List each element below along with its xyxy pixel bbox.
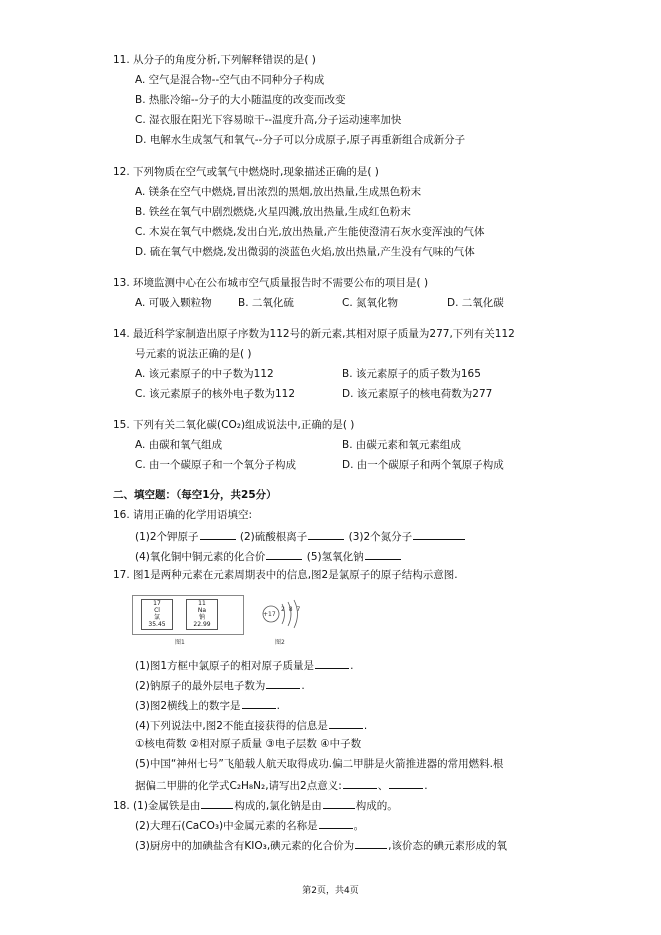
- q16-blank3[interactable]: [413, 528, 465, 540]
- q15-option-d: D. 由一个碳原子和两个氧原子构成: [342, 459, 504, 471]
- q15-option-a: A. 由碳和氧气组成: [135, 439, 223, 451]
- q15-option-b: B. 由碳元素和氧元素组成: [342, 439, 461, 451]
- q17-blank5[interactable]: [343, 777, 377, 789]
- q17-blank1[interactable]: [315, 657, 349, 669]
- q14-stem-line1: 14. 最近科学家制造出原子序数为112号的新元素,其相对原子质量为277,下列有关112: [113, 328, 515, 340]
- q17-sub2-text: (2)钠原子的最外层电子数为: [135, 680, 266, 692]
- chlorine-mass: 35.45: [148, 621, 166, 628]
- q17-blank3[interactable]: [242, 697, 276, 709]
- q13-option-a: A. 可吸入颗粒物: [135, 297, 212, 309]
- q18-sub3: [135, 837, 507, 853]
- q13-option-c: C. 氮氧化物: [342, 297, 399, 309]
- q12-option-c: C. 木炭在氧气中燃烧,发出白光,放出热量,产生能使澄清石灰水变浑浊的气体: [135, 226, 485, 238]
- q17-stem: 17. 图1是两种元素在元素周期表中的信息,图2是氯原子的原子结构示意图.: [113, 569, 458, 581]
- q12-stem: 12. 下列物质在空气或氧气中燃烧时,现象描述正确的是( ): [113, 166, 379, 178]
- q17-sub4-period: .: [363, 720, 368, 732]
- q18-sub1-text-b: 构成的,氯化钠是由: [234, 800, 322, 812]
- figure1-caption: 图1: [175, 639, 185, 646]
- q17-blank4[interactable]: [329, 717, 363, 729]
- q18-sub1-text-c: 构成的。: [355, 800, 398, 812]
- q18-sub1: [113, 797, 398, 813]
- q16-stem: 16. 请用正确的化学用语填空:: [113, 509, 253, 521]
- q12-option-d: D. 硫在氧气中燃烧,发出微弱的淡蓝色火焰,放出热量,产生没有气味的气体: [135, 246, 475, 258]
- q18-sub1-text-a: 18. (1)金属铁是由: [113, 800, 201, 812]
- q16-part5: (5)氢氧化钠: [306, 551, 364, 563]
- q17-sub3: [135, 697, 280, 713]
- q18-blank1[interactable]: [201, 797, 233, 809]
- q18-sub3-text: (3)厨房中的加碘盐含有KIO₃,碘元素的化合价为: [135, 840, 355, 852]
- q16-part1: (1)2个钾原子: [135, 531, 199, 543]
- q11-stem: 11. 从分子的角度分析,下列解释错误的是( ): [113, 54, 316, 66]
- q17-sub4: [135, 717, 367, 733]
- q17-sub1-text: (1)图1方框中氯原子的相对原子质量是: [135, 660, 315, 672]
- nucleus-charge: +17: [263, 611, 276, 618]
- q16-blank4[interactable]: [266, 548, 302, 560]
- q17-sub1: [135, 657, 353, 673]
- shell-electrons: 2 8 7: [281, 606, 302, 613]
- q16-part3: (3)2个氮分子: [348, 531, 413, 543]
- sodium-name: 钠: [198, 614, 205, 621]
- q17-sub5-line1: (5)中国“神州七号”飞船载人航天取得成功.偏二甲肼是火箭推进器的常用燃料.根: [135, 758, 504, 770]
- q17-sub3-period: .: [276, 700, 280, 712]
- chlorine-symbol: Cl: [154, 607, 160, 614]
- q17-sub3-text: (3)图2横线上的数字是: [135, 700, 241, 712]
- q11-option-c: C. 湿衣服在阳光下容易晾干--温度升高,分子运动速率加快: [135, 114, 402, 126]
- q16-part2: (2)硫酸根离子: [239, 531, 308, 543]
- q14-stem-line2: 号元素的说法正确的是( ): [135, 348, 252, 360]
- q17-blank6[interactable]: [389, 777, 423, 789]
- sodium-number: 11: [198, 600, 206, 607]
- sodium-cell: [186, 599, 218, 630]
- q17-sub1-period: .: [350, 660, 354, 672]
- chlorine-cell: [141, 599, 173, 630]
- q11-option-a: A. 空气是混合物--空气由不同种分子构成: [135, 74, 325, 86]
- q11-option-b: B. 热胀冷缩--分子的大小随温度的改变而改变: [135, 94, 346, 106]
- q12-option-b: B. 铁丝在氧气中剧烈燃烧,火星四溅,放出热量,生成红色粉末: [135, 206, 411, 218]
- q15-option-c: C. 由一个碳原子和一个氧分子构成: [135, 459, 297, 471]
- q16-blank2[interactable]: [308, 528, 344, 540]
- q17-sub2-period: .: [301, 680, 305, 692]
- q16-blank5[interactable]: [365, 548, 401, 560]
- q18-sub2-text: (2)大理石(CaCO₃)中金属元素的名称是: [135, 820, 318, 832]
- q18-blank3[interactable]: [319, 817, 353, 829]
- q18-sub2-end: 。: [353, 820, 365, 832]
- q11-option-d: D. 电解水生成氢气和氧气--分子可以分成原子,原子再重新组合成新分子: [135, 134, 466, 146]
- q17-sub5-line2: [135, 777, 428, 793]
- q13-option-b: B. 二氧化硫: [238, 297, 294, 309]
- q17-blank2[interactable]: [266, 677, 300, 689]
- chlorine-number: 17: [153, 600, 161, 607]
- q17-sub5-text: 据偏二甲肼的化学式C₂H₈N₂,请写出2点意义:: [135, 780, 342, 792]
- q18-blank4[interactable]: [355, 837, 387, 849]
- q17-sub2: [135, 677, 305, 693]
- q16-part4: (4)氧化铜中铜元素的化合价: [135, 551, 266, 563]
- figure2-caption: 图2: [275, 639, 285, 646]
- q17-sub4-text: (4)下列说法中,图2不能直接获得的信息是: [135, 720, 328, 732]
- q15-stem: 15. 下列有关二氧化碳(CO₂)组成说法中,正确的是( ): [113, 419, 355, 431]
- q13-stem: 13. 环境监测中心在公布城市空气质量报告时不需要公布的项目是( ): [113, 277, 429, 289]
- q14-option-d: D. 该元素原子的核电荷数为277: [342, 388, 493, 400]
- q18-blank2[interactable]: [323, 797, 355, 809]
- section-title: 二、填空题：（每空1分，共25分）: [113, 489, 277, 501]
- page-footer: 第2页，共4页: [302, 886, 359, 896]
- sodium-symbol: Na: [197, 607, 207, 614]
- q17-sub5-comma: 、: [377, 780, 389, 792]
- q17-sub4-options: ①核电荷数 ②相对原子质量 ③电子层数 ④中子数: [135, 738, 362, 750]
- q13-option-d: D. 二氧化碳: [447, 297, 504, 309]
- q14-option-c: C. 该元素原子的核外电子数为112: [135, 388, 296, 400]
- q14-option-a: A. 该元素原子的中子数为112: [135, 368, 274, 380]
- chlorine-name: 氯: [153, 614, 160, 621]
- q18-sub2: [135, 817, 364, 833]
- q14-option-b: B. 该元素原子的质子数为165: [342, 368, 481, 380]
- q18-sub3-end: ,该价态的碘元素形成的氧: [388, 840, 508, 852]
- q12-option-a: A. 镁条在空气中燃烧,冒出浓烈的黑烟,放出热量,生成黑色粉末: [135, 186, 422, 198]
- q16-row1: [135, 528, 466, 544]
- q16-blank1[interactable]: [200, 528, 236, 540]
- q17-sub5-period: .: [424, 780, 428, 792]
- shell-arc-3: [294, 600, 298, 628]
- sodium-mass: 22.99: [193, 621, 211, 628]
- q16-row2: [135, 548, 402, 564]
